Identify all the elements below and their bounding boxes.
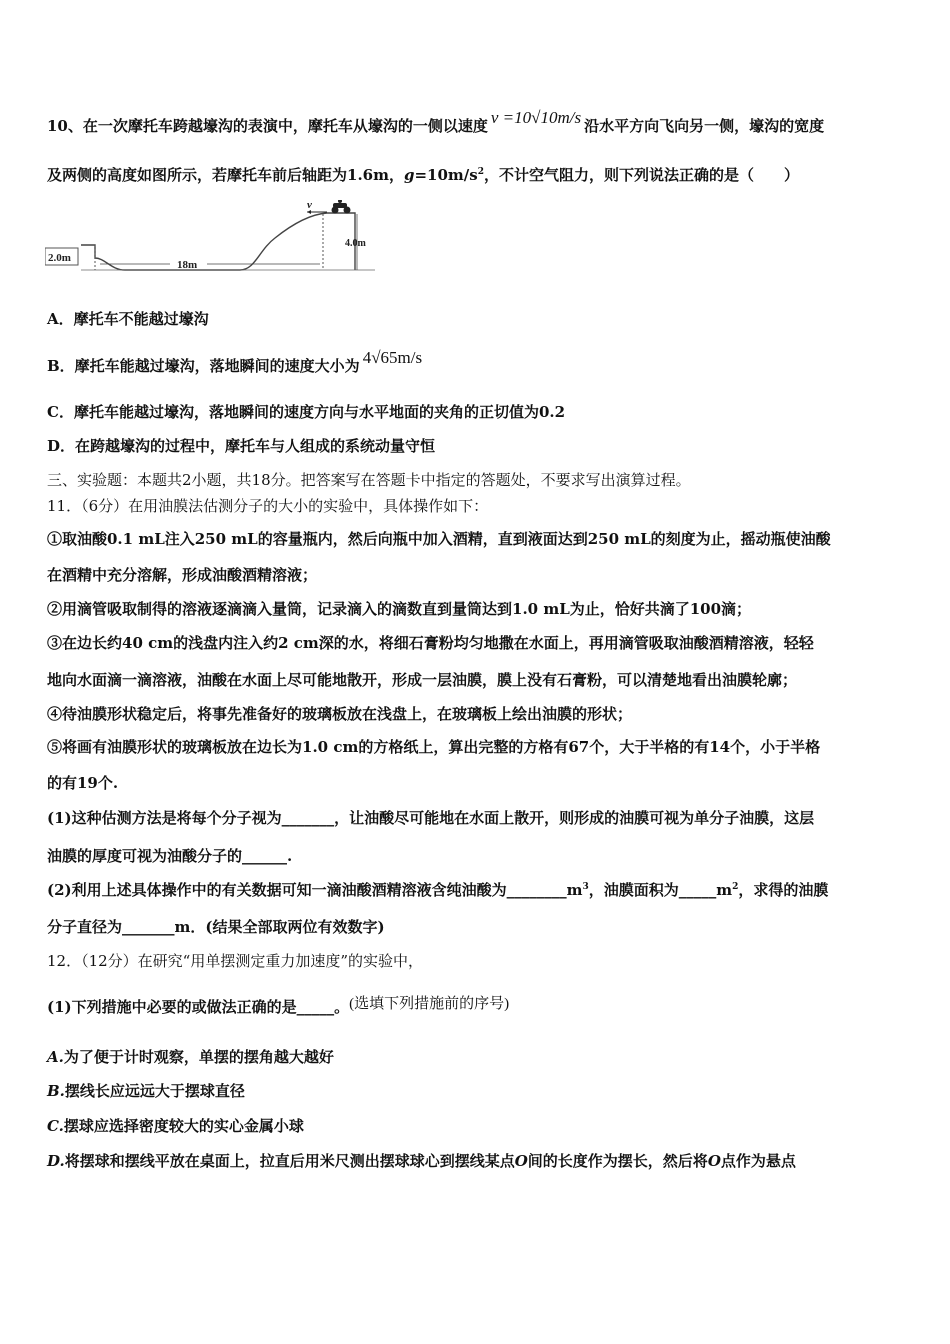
q12-part1: [47, 997, 509, 1018]
velocity-label: v: [307, 200, 312, 211]
q11-part1-cont-text: 油膜的厚度可视为油酸分子的______.: [47, 847, 293, 865]
q11-step2: [47, 599, 751, 619]
q12-title-text: 12．（12分）在研究“用单摆测定重力加速度”的实验中，: [47, 952, 424, 970]
q10-option-c-text: C．摩托车能越过壕沟，落地瞬间的速度方向与水平地面的夹角的正切值为0.2: [47, 403, 566, 421]
g-value: =10m/s: [414, 166, 478, 184]
q11-part1: [47, 808, 814, 828]
q12-option-b-text: 摆线长应远远大于摆球直径: [64, 1082, 245, 1100]
q12-option-a-letter: A.: [47, 1048, 64, 1066]
q12-option-d: [47, 1151, 796, 1171]
q11-step3-text: ③在边长约40 cm的浅盘内注入约2 cm深的水，将细石膏粉均匀地撒在水面上，再用滴管吸取油酸酒精溶液，轻轻: [47, 634, 814, 652]
q10-option-b: [47, 348, 423, 376]
g-symbol: g: [403, 166, 415, 184]
g-unit-sup: 2: [477, 167, 484, 177]
q11-title-text: 11．（6分）在用油膜法估测分子的大小的实验中，具体操作如下：: [47, 497, 489, 515]
left-height-label: 2.0m: [48, 252, 71, 264]
q10-text-b: 沿水平方向飞向另一侧，壕沟的宽度: [584, 117, 825, 135]
q12-part1-note: (选填下列措施前的序号): [349, 996, 510, 1012]
q12-option-b-letter: B.: [47, 1082, 65, 1100]
speed-expression: 4√65m/s: [362, 348, 423, 367]
q11-part1-text: (1)这种估测方法是将每个分子视为_______，让油酸尽可能地在水面上散开，则形成的油膜可视为单分子油膜，这层: [47, 809, 815, 827]
q12-option-d-text-b: 间的长度作为摆长，然后将: [527, 1152, 708, 1170]
q12-option-d-letter: D.: [47, 1152, 65, 1170]
square-sup: 2: [732, 882, 739, 892]
q12-option-a-text: 为了便于计时观察，单摆的摆角越大越好: [63, 1048, 334, 1066]
q11-part2-text-b: ，油膜面积为_____m: [588, 881, 733, 899]
q12-title: [47, 951, 423, 971]
width-label: 18m: [177, 259, 198, 271]
q11-part2-text-c: ，求得的油膜: [738, 881, 829, 899]
point-o-symbol-2: O: [707, 1152, 721, 1170]
q11-part2-text-a: (2)利用上述具体操作中的有关数据可知一滴油酸酒精溶液含纯油酸为________m: [47, 881, 583, 899]
q11-part2: [47, 880, 828, 900]
q12-part1-text: (1)下列措施中必要的或做法正确的是_____。: [47, 998, 350, 1016]
q11-step5-cont-text: 的有19个.: [47, 774, 119, 792]
q10-text-c: 及两侧的高度如图所示，若摩托车前后轴距为1.6m，: [47, 166, 404, 184]
q10-option-a-text: A．摩托车不能越过壕沟: [47, 310, 209, 328]
q10-option-a: [47, 309, 209, 329]
q10-option-b-text: B．摩托车能越过壕沟，落地瞬间的速度大小为: [47, 357, 360, 375]
q11-step5-text: ⑤将画有油膜形状的玻璃板放在边长为1.0 cm的方格纸上，算出完整的方格有67个，大于半格的有14个，小于半格: [47, 738, 821, 756]
q12-option-c-letter: C.: [47, 1117, 64, 1135]
q11-step5-cont: [47, 773, 118, 793]
q12-option-d-text-c: 点作为悬点: [720, 1152, 796, 1170]
right-height-label: 4.0m: [345, 238, 366, 249]
q11-step5: [47, 737, 820, 757]
ditch-diagram: [45, 200, 375, 275]
q11-part2-cont: [47, 917, 385, 937]
q11-step1: [47, 529, 831, 549]
terrain-outline: [81, 213, 355, 270]
q12-option-c-text: 摆球应选择密度较大的实心金属小球: [63, 1117, 304, 1135]
q11-step4-text: ④待油膜形状稳定后，将事先准备好的玻璃板放在浅盘上，在玻璃板上绘出油膜的形状；: [47, 705, 633, 723]
velocity-expression: v =10√10m/s: [490, 108, 582, 127]
q11-step2-text: ②用滴管吸取制得的溶液逐滴滴入量筒，记录滴入的滴数直到量筒达到1.0 mL为止，恰好共滴了100滴；: [47, 600, 752, 618]
q10-option-d-text: D．在跨越壕沟的过程中，摩托车与人组成的系统动量守恒: [47, 437, 436, 455]
q10-option-c: [47, 402, 565, 422]
section-3-text: 三、实验题：本题共2小题，共18分。把答案写在答题卡中指定的答题处，不要求写出演算过程。: [47, 471, 691, 489]
q11-step3-cont-text: 地向水面滴一滴溶液，油酸在水面上尽可能地散开，形成一层油膜，膜上没有石膏粉，可以清楚地看出油膜轮廓；: [47, 671, 798, 689]
q11-part1-cont: [47, 846, 292, 866]
q11-part2-cont-text: 分子直径为_______m．(结果全部取两位有效数字): [47, 918, 385, 936]
q12-option-b: [47, 1081, 245, 1101]
q10-line1: [47, 108, 825, 136]
q11-step3: [47, 633, 814, 653]
q10-text-d: ，不计空气阻力，则下列说法正确的是（ ）: [484, 166, 800, 184]
q10-text-a: 10、在一次摩托车跨越壕沟的表演中，摩托车从壕沟的一侧以速度: [47, 117, 488, 135]
point-o-symbol: O: [514, 1152, 528, 1170]
q12-option-a: [47, 1047, 334, 1067]
q11-step4: [47, 704, 632, 724]
q10-line2: [47, 165, 799, 185]
section-3-heading: [47, 470, 691, 490]
q11-step1-text: ①取油酸0.1 mL注入250 mL的容量瓶内，然后向瓶中加入酒精，直到液面达到250 mL的刻度为止，摇动瓶使油酸: [47, 530, 831, 548]
q11-title: [47, 496, 488, 516]
motorcycle-icon: [332, 200, 351, 214]
cubic-sup: 3: [582, 882, 589, 892]
q12-option-c: [47, 1116, 304, 1136]
q10-option-d: [47, 436, 435, 456]
q11-step1-cont-text: 在酒精中充分溶解，形成油酸酒精溶液；: [47, 566, 318, 584]
q11-step3-cont: [47, 670, 797, 690]
q11-step1-cont: [47, 565, 317, 585]
q12-option-d-text-a: 将摆球和摆线平放在桌面上，拉直后用米尺测出摆球球心到摆线某点: [64, 1152, 515, 1170]
